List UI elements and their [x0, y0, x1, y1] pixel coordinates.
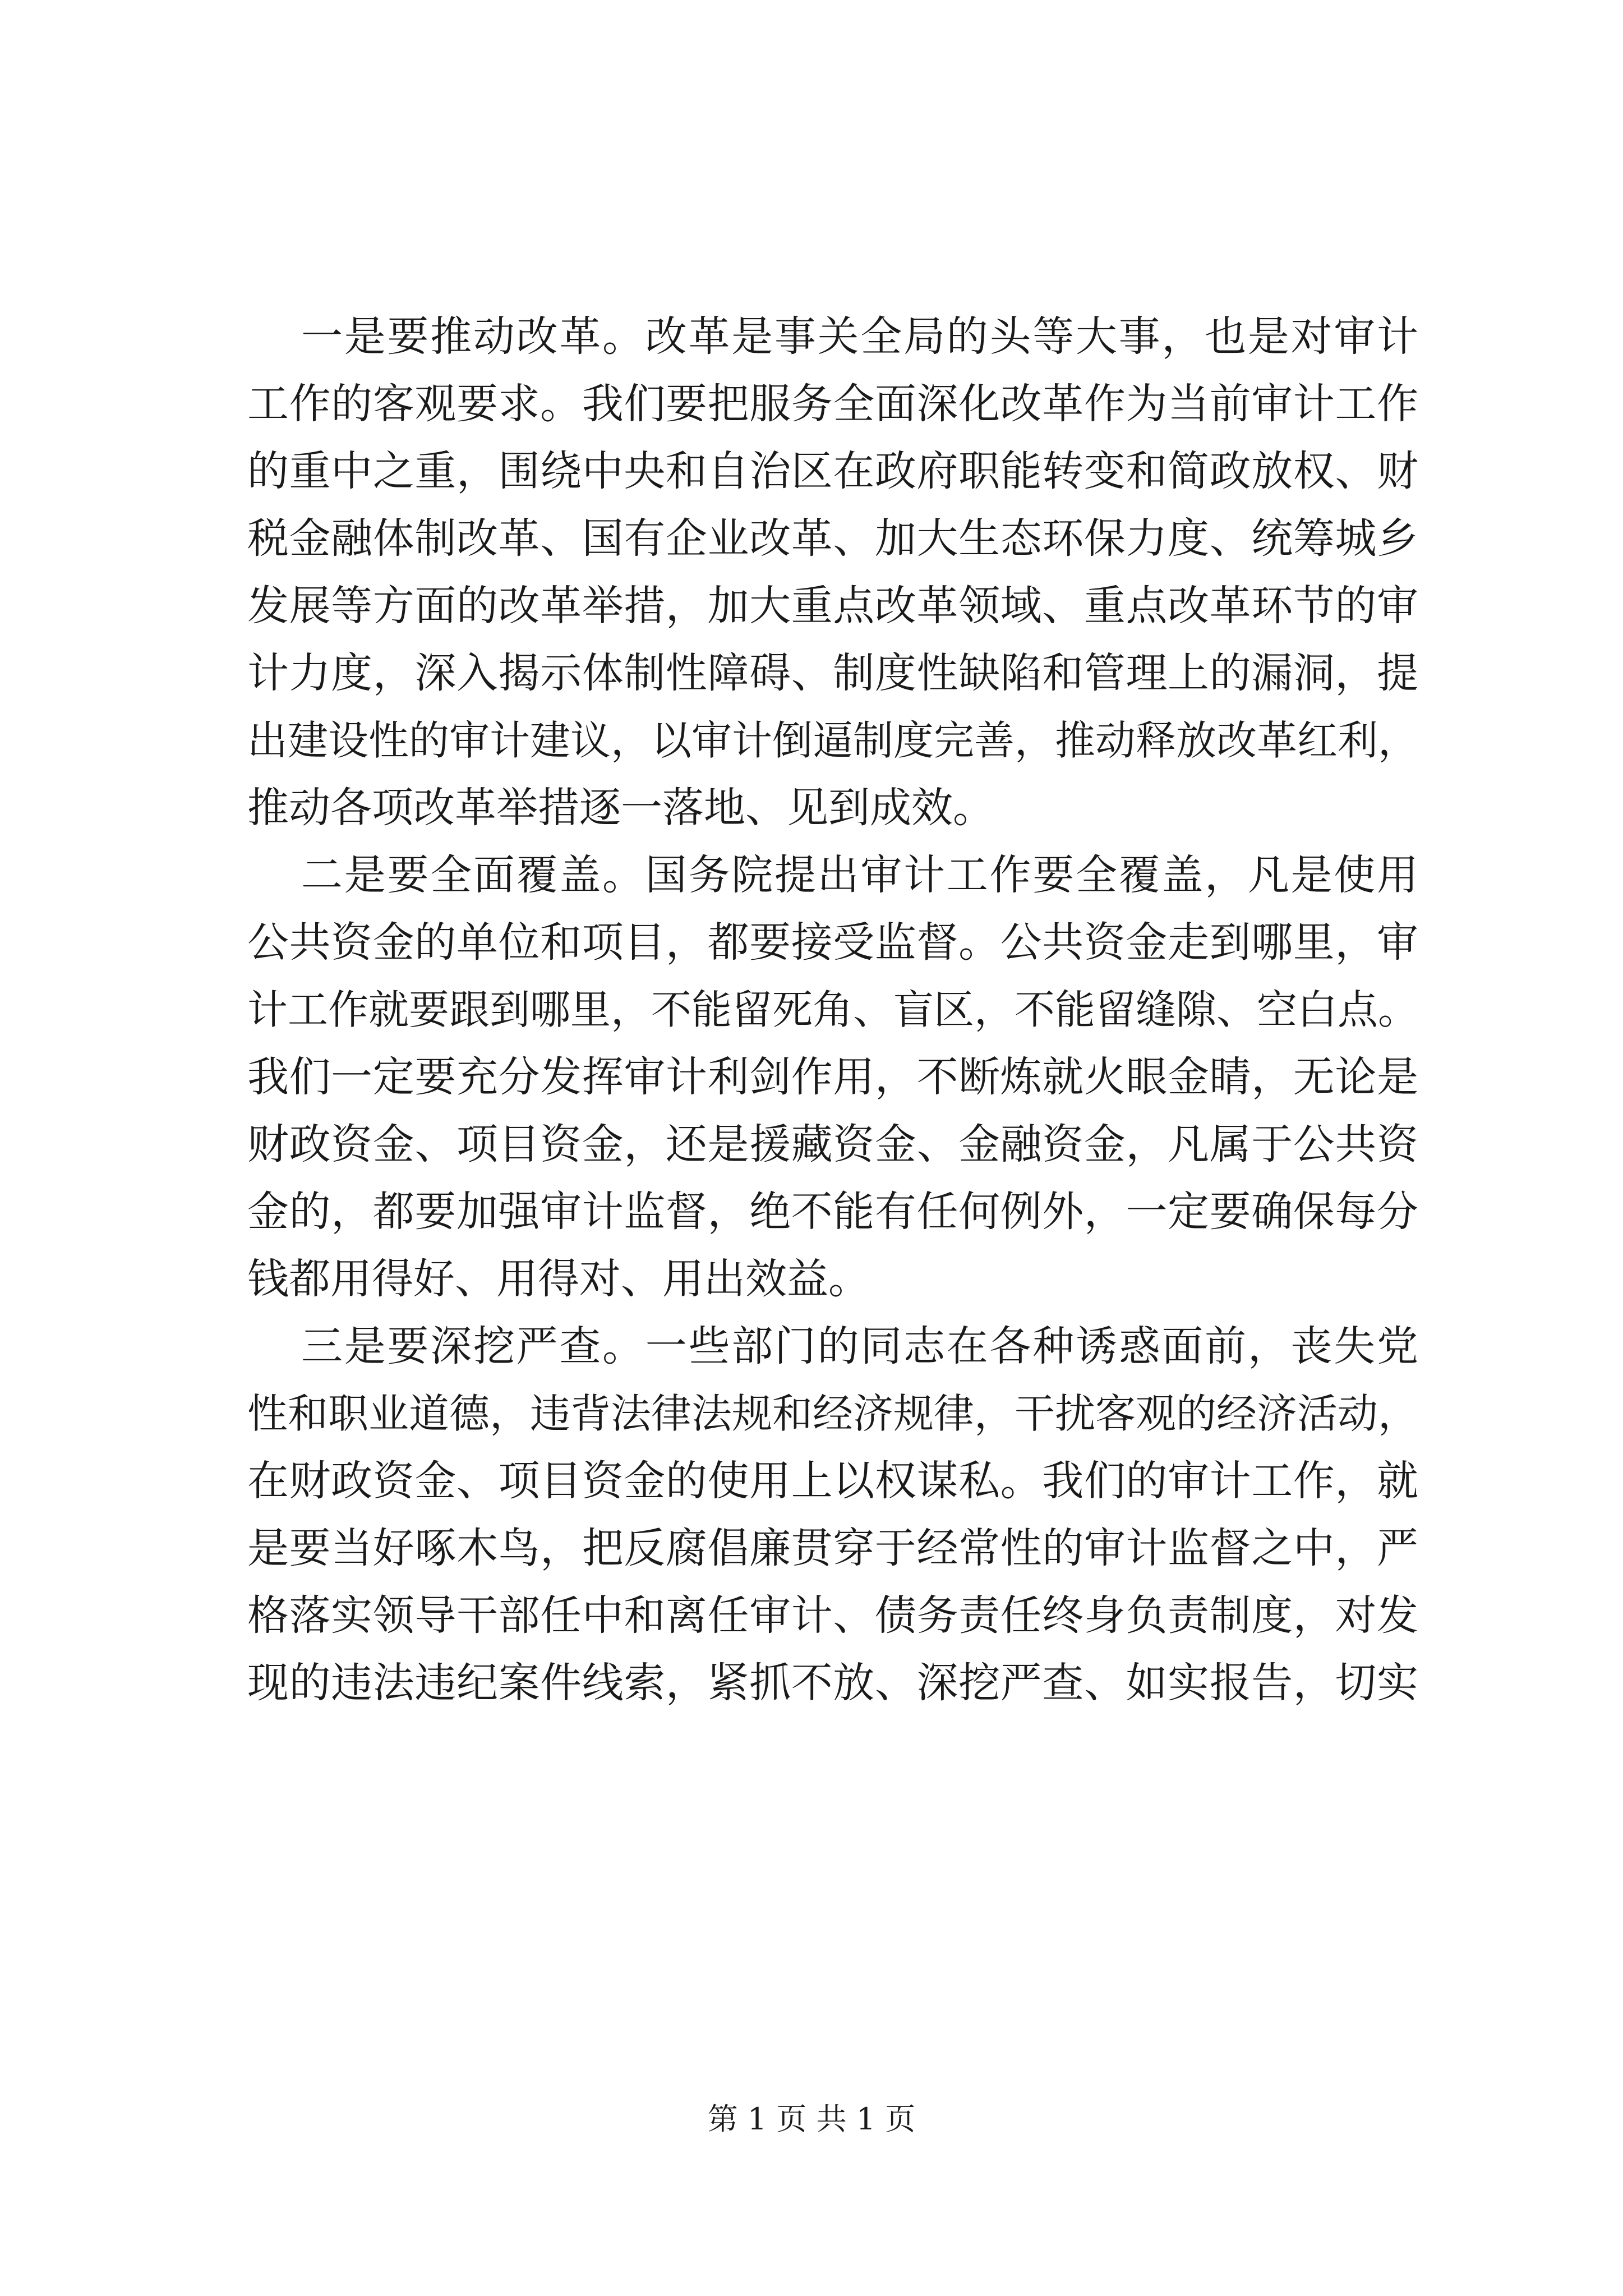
paragraph-3-line-3: 在财政资金、项目资金的使用上以权谋私。我们的审计工作，就: [247, 1457, 1418, 1505]
paragraph-1-line-3: 的重中之重，围绕中央和自治区在政府职能转变和简政放权、财: [247, 447, 1418, 495]
paragraph-2-line-5: 财政资金、项目资金，还是援藏资金、金融资金，凡属于公共资: [247, 1120, 1418, 1168]
paragraph-1-line-2: 工作的客观要求。我们要把服务全面深化改革作为当前审计工作: [247, 380, 1418, 428]
paragraph-2-line-3: 计工作就要跟到哪里，不能留死角、盲区，不能留缝隙、空白点。: [247, 986, 1419, 1033]
page-footer: 第 1 页 共 1 页: [707, 2101, 916, 2137]
paragraph-3-line-1: 三是要深挖严查。一些部门的同志在各种诱惑面前，丧失党: [301, 1322, 1418, 1370]
paragraph-1-line-6: 计力度，深入揭示体制性障碍、制度性缺陷和管理上的漏洞，提: [247, 649, 1418, 697]
paragraph-2-line-6: 金的，都要加强审计监督，绝不能有任何例外，一定要确保每分: [247, 1188, 1418, 1236]
paragraph-2-line-4: 我们一定要充分发挥审计利剑作用，不断炼就火眼金睛，无论是: [247, 1053, 1418, 1101]
paragraph-1-line-7: 出建设性的审计建议，以审计倒逼制度完善，推动释放改革红利，: [247, 717, 1419, 764]
paragraph-2-line-1: 二是要全面覆盖。国务院提出审计工作要全覆盖，凡是使用: [301, 851, 1418, 899]
paragraph-1-line-1: 一是要推动改革。改革是事关全局的头等大事，也是对审计: [301, 312, 1418, 361]
paragraph-2-line-7: 钱都用得好、用得对、用出效益。: [247, 1255, 870, 1303]
paragraph-3-line-2: 性和职业道德，违背法律法规和经济规律，干扰客观的经济活动，: [247, 1390, 1419, 1437]
paragraph-1-line-4: 税金融体制改革、国有企业改革、加大生态环保力度、统筹城乡: [247, 514, 1418, 563]
paragraph-1-line-5: 发展等方面的改革举措，加大重点改革领域、重点改革环节的审: [247, 582, 1418, 630]
paragraph-1-line-8: 推动各项改革举措逐一落地、见到成效。: [247, 784, 994, 832]
paragraph-3-line-4: 是要当好啄木鸟，把反腐倡廉贯穿于经常性的审计监督之中，严: [247, 1524, 1418, 1572]
paragraph-3-line-5: 格落实领导干部任中和离任审计、债务责任终身负责制度，对发: [247, 1591, 1418, 1640]
paragraph-3-line-6: 现的违法违纪案件线索，紧抓不放、深挖严查、如实报告，切实: [247, 1659, 1418, 1707]
paragraph-2-line-2: 公共资金的单位和项目，都要接受监督。公共资金走到哪里，审: [247, 918, 1418, 967]
